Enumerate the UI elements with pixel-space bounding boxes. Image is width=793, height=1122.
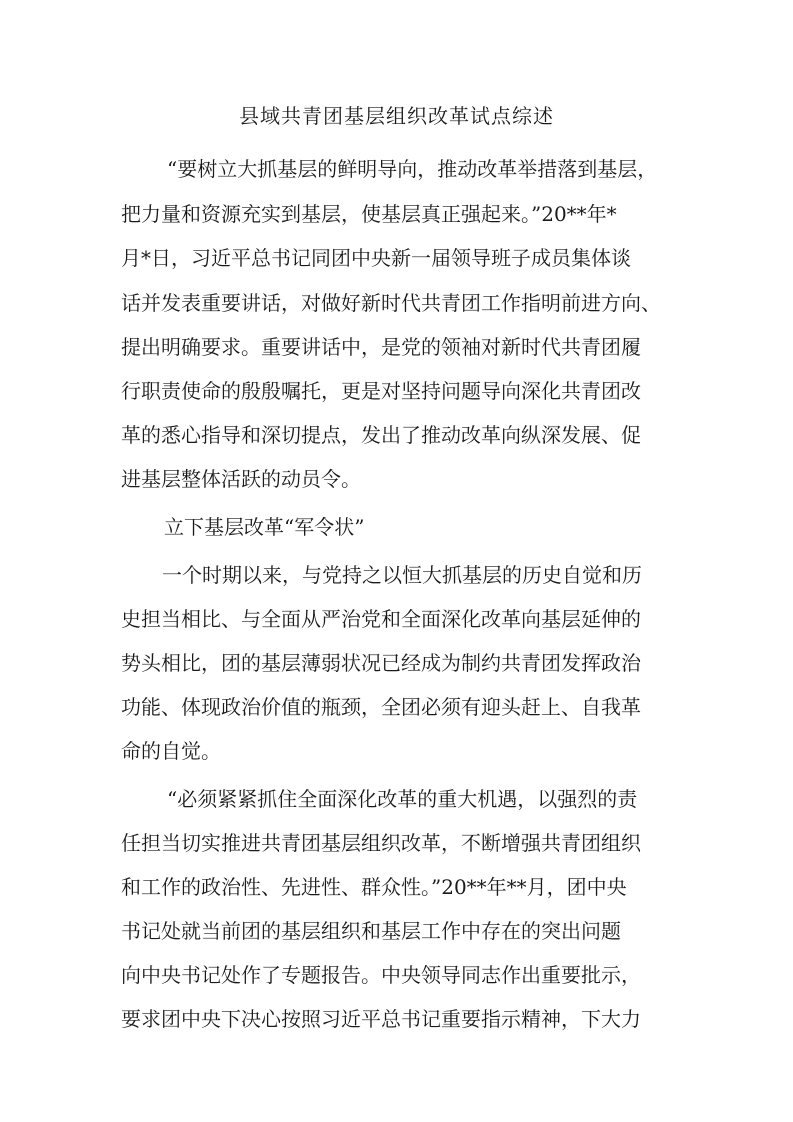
paragraph-1-line-4: 话并发表重要讲话，对做好新时代共青团工作指明前进方向、 bbox=[121, 291, 661, 315]
paragraph-2-line-4: 功能、体现政治价值的瓶颈，全团必须有迎头赶上、自我革 bbox=[121, 695, 641, 719]
paragraph-2-line-2: 史担当相比、与全面从严治党和全面深化改革向基层延伸的 bbox=[121, 607, 641, 631]
paragraph-3-line-1: “必须紧紧抓住全面深化改革的重大机遇，以强烈的责 bbox=[167, 787, 638, 811]
paragraph-2-line-3: 势头相比，团的基层薄弱状况已经成为制约共青团发挥政治 bbox=[121, 651, 641, 675]
paragraph-1-line-3: 月*日，习近平总书记同团中央新一届领导班子成员集体谈 bbox=[121, 246, 631, 270]
paragraph-3-line-2: 任担当切实推进共青团基层组织改革，不断增强共青团组织 bbox=[121, 831, 641, 855]
paragraph-1-line-6: 行职责使命的殷殷嘱托，更是对坚持问题导向深化共青团改 bbox=[121, 379, 641, 403]
paragraph-1-line-7: 革的悉心指导和深切提点，发出了推动改革向纵深发展、促 bbox=[121, 423, 641, 447]
paragraph-3-line-5: 向中央书记处作了专题报告。中央领导同志作出重要批示， bbox=[121, 963, 641, 987]
paragraph-1-line-1: “要树立大抓基层的鲜明导向，推动改革举措落到基层， bbox=[167, 157, 658, 181]
paragraph-3-line-3: 和工作的政治性、先进性、群众性。”20**年**月，团中央 bbox=[121, 875, 627, 899]
paragraph-3-line-4: 书记处就当前团的基层组织和基层工作中存在的突出问题 bbox=[121, 919, 621, 943]
paragraph-3-line-6: 要求团中央下决心按照习近平总书记重要指示精神，下大力 bbox=[121, 1007, 641, 1031]
paragraph-2-line-1: 一个时期以来，与党持之以恒大抓基层的历史自觉和历 bbox=[162, 563, 642, 587]
document-title: 县域共青团基层组织改革试点综述 bbox=[239, 104, 554, 128]
paragraph-1-line-8: 进基层整体活跃的动员令。 bbox=[121, 467, 361, 491]
paragraph-1-line-5: 提出明确要求。重要讲话中，是党的领袖对新时代共青团履 bbox=[121, 335, 641, 359]
paragraph-2-line-5: 命的自觉。 bbox=[121, 739, 221, 763]
paragraph-1-line-2: 把力量和资源充实到基层，使基层真正强起来。”20**年* bbox=[121, 202, 617, 226]
section-heading: 立下基层改革“军令状” bbox=[164, 515, 365, 539]
